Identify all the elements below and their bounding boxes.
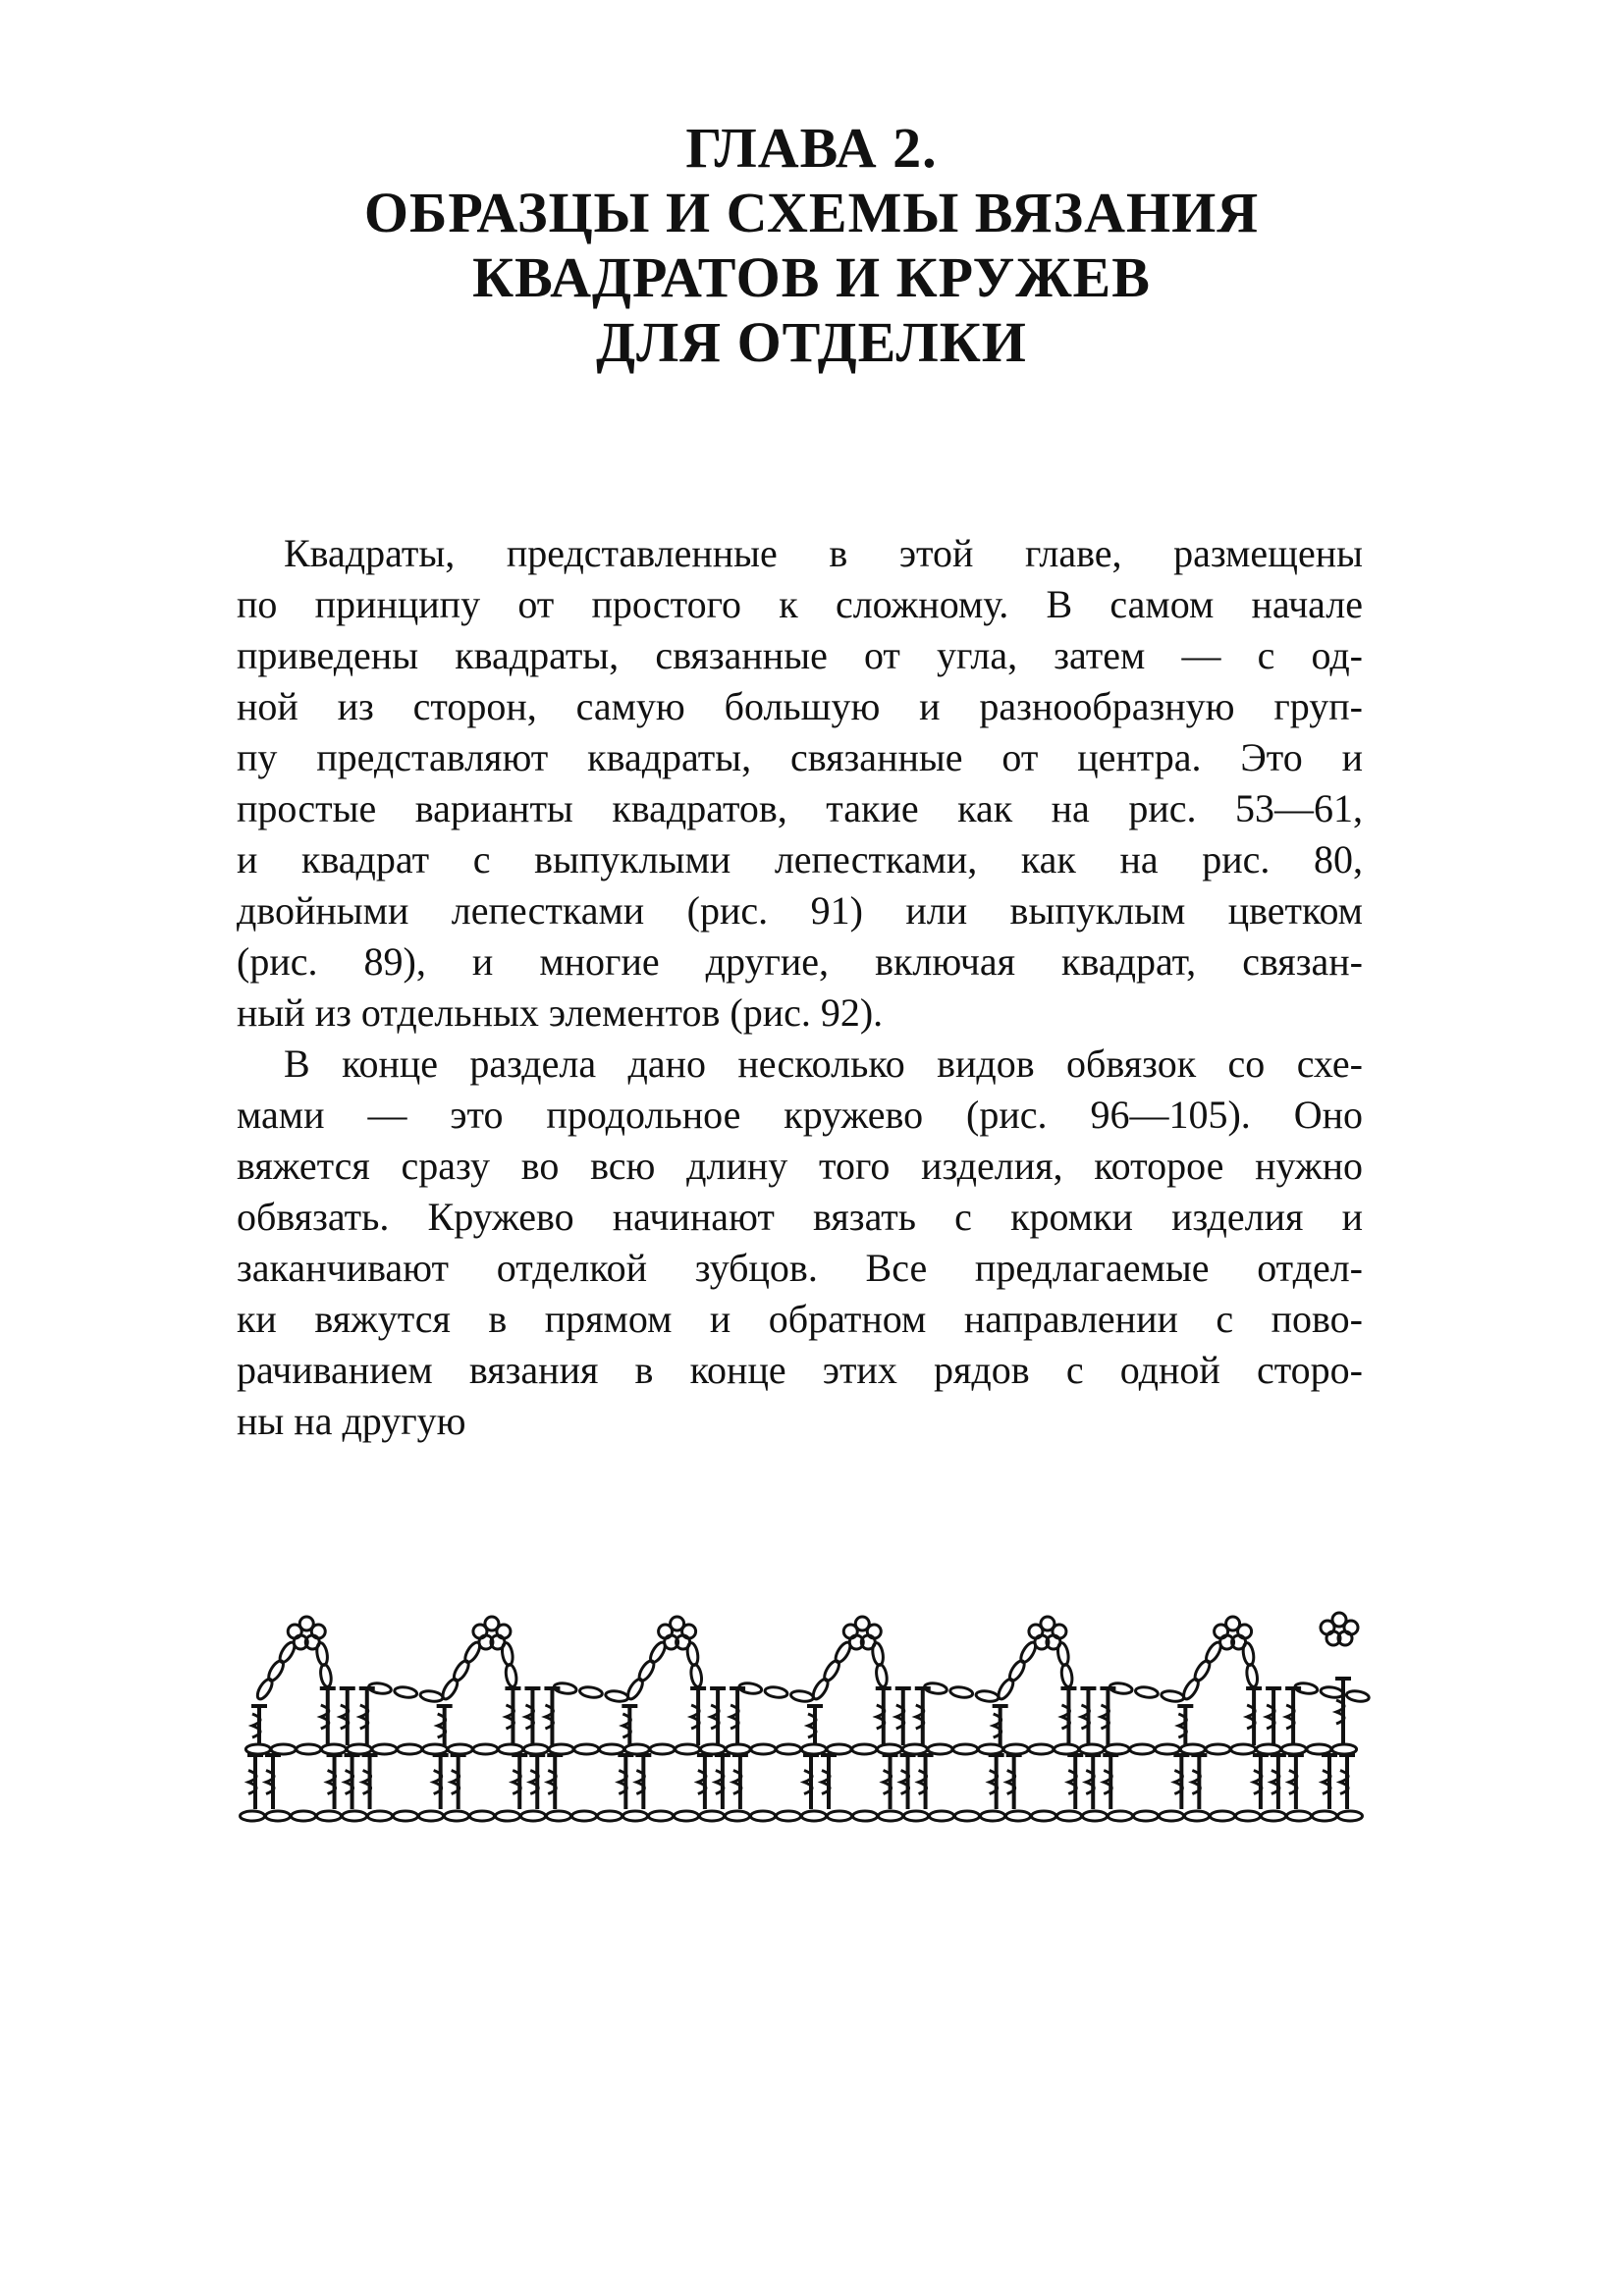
paragraph-1-line: ный из отдельных элементов (рис. 92). — [237, 990, 884, 1035]
chapter-heading — [0, 116, 1623, 375]
paragraph-1-line: пу представляют квадраты, связанные от центра. Это и — [237, 735, 1363, 779]
paragraph-2-line: рачиванием вязания в конце этих рядов с одной сторо- — [237, 1348, 1363, 1392]
heading-line-1: ГЛАВА 2. — [685, 116, 938, 180]
paragraph-1-line: Квадраты, представленные в этой главе, размещены — [284, 531, 1363, 575]
paragraph-2-line: вяжется сразу во всю длину того изделия, которое нужно — [237, 1144, 1363, 1188]
paragraph-1-line: приведены квадраты, связанные от угла, затем — с од- — [237, 633, 1363, 677]
paragraph-2-line: ны на другую — [237, 1399, 466, 1443]
paragraph-1-line: и квадрат с выпуклыми лепестками, как на рис. 80, — [237, 837, 1363, 881]
heading-line-4: ДЛЯ ОТДЕЛКИ — [596, 310, 1027, 374]
heading-line-3: КВАДРАТОВ И КРУЖЕВ — [472, 245, 1151, 309]
paragraph-1 — [237, 528, 1363, 1039]
paragraph-1-line: (рис. 89), и многие другие, включая квадрат, связан- — [237, 939, 1363, 984]
paragraph-1-line: ной из сторон, самую большую и разнообразную груп- — [237, 684, 1363, 728]
paragraph-2-line: заканчивают отделкой зубцов. Все предлагаемые отдел- — [237, 1246, 1363, 1290]
paragraph-2-line: ки вяжутся в прямом и обратном направлении с пово- — [237, 1297, 1363, 1341]
body-text — [237, 528, 1363, 1447]
paragraph-2-line: мами — это продольное кружево (рис. 96—105). Оно — [237, 1093, 1363, 1137]
paragraph-2-line: В конце раздела дано несколько видов обвязок со схе- — [284, 1041, 1363, 1086]
paragraph-1-line: по принципу от простого к сложному. В самом начале — [237, 582, 1363, 626]
crochet-lace-diagram-icon — [232, 1608, 1371, 1843]
paragraph-2-line: обвязать. Кружево начинают вязать с кромки изделия и — [237, 1195, 1363, 1239]
paragraph-1-line: простые варианты квадратов, такие как на рис. 53—61, — [237, 786, 1363, 830]
paragraph-2 — [237, 1039, 1363, 1447]
paragraph-1-line: двойными лепестками (рис. 91) или выпуклым цветком — [237, 888, 1363, 933]
heading-line-2: ОБРАЗЦЫ И СХЕМЫ ВЯЗАНИЯ — [363, 181, 1260, 244]
